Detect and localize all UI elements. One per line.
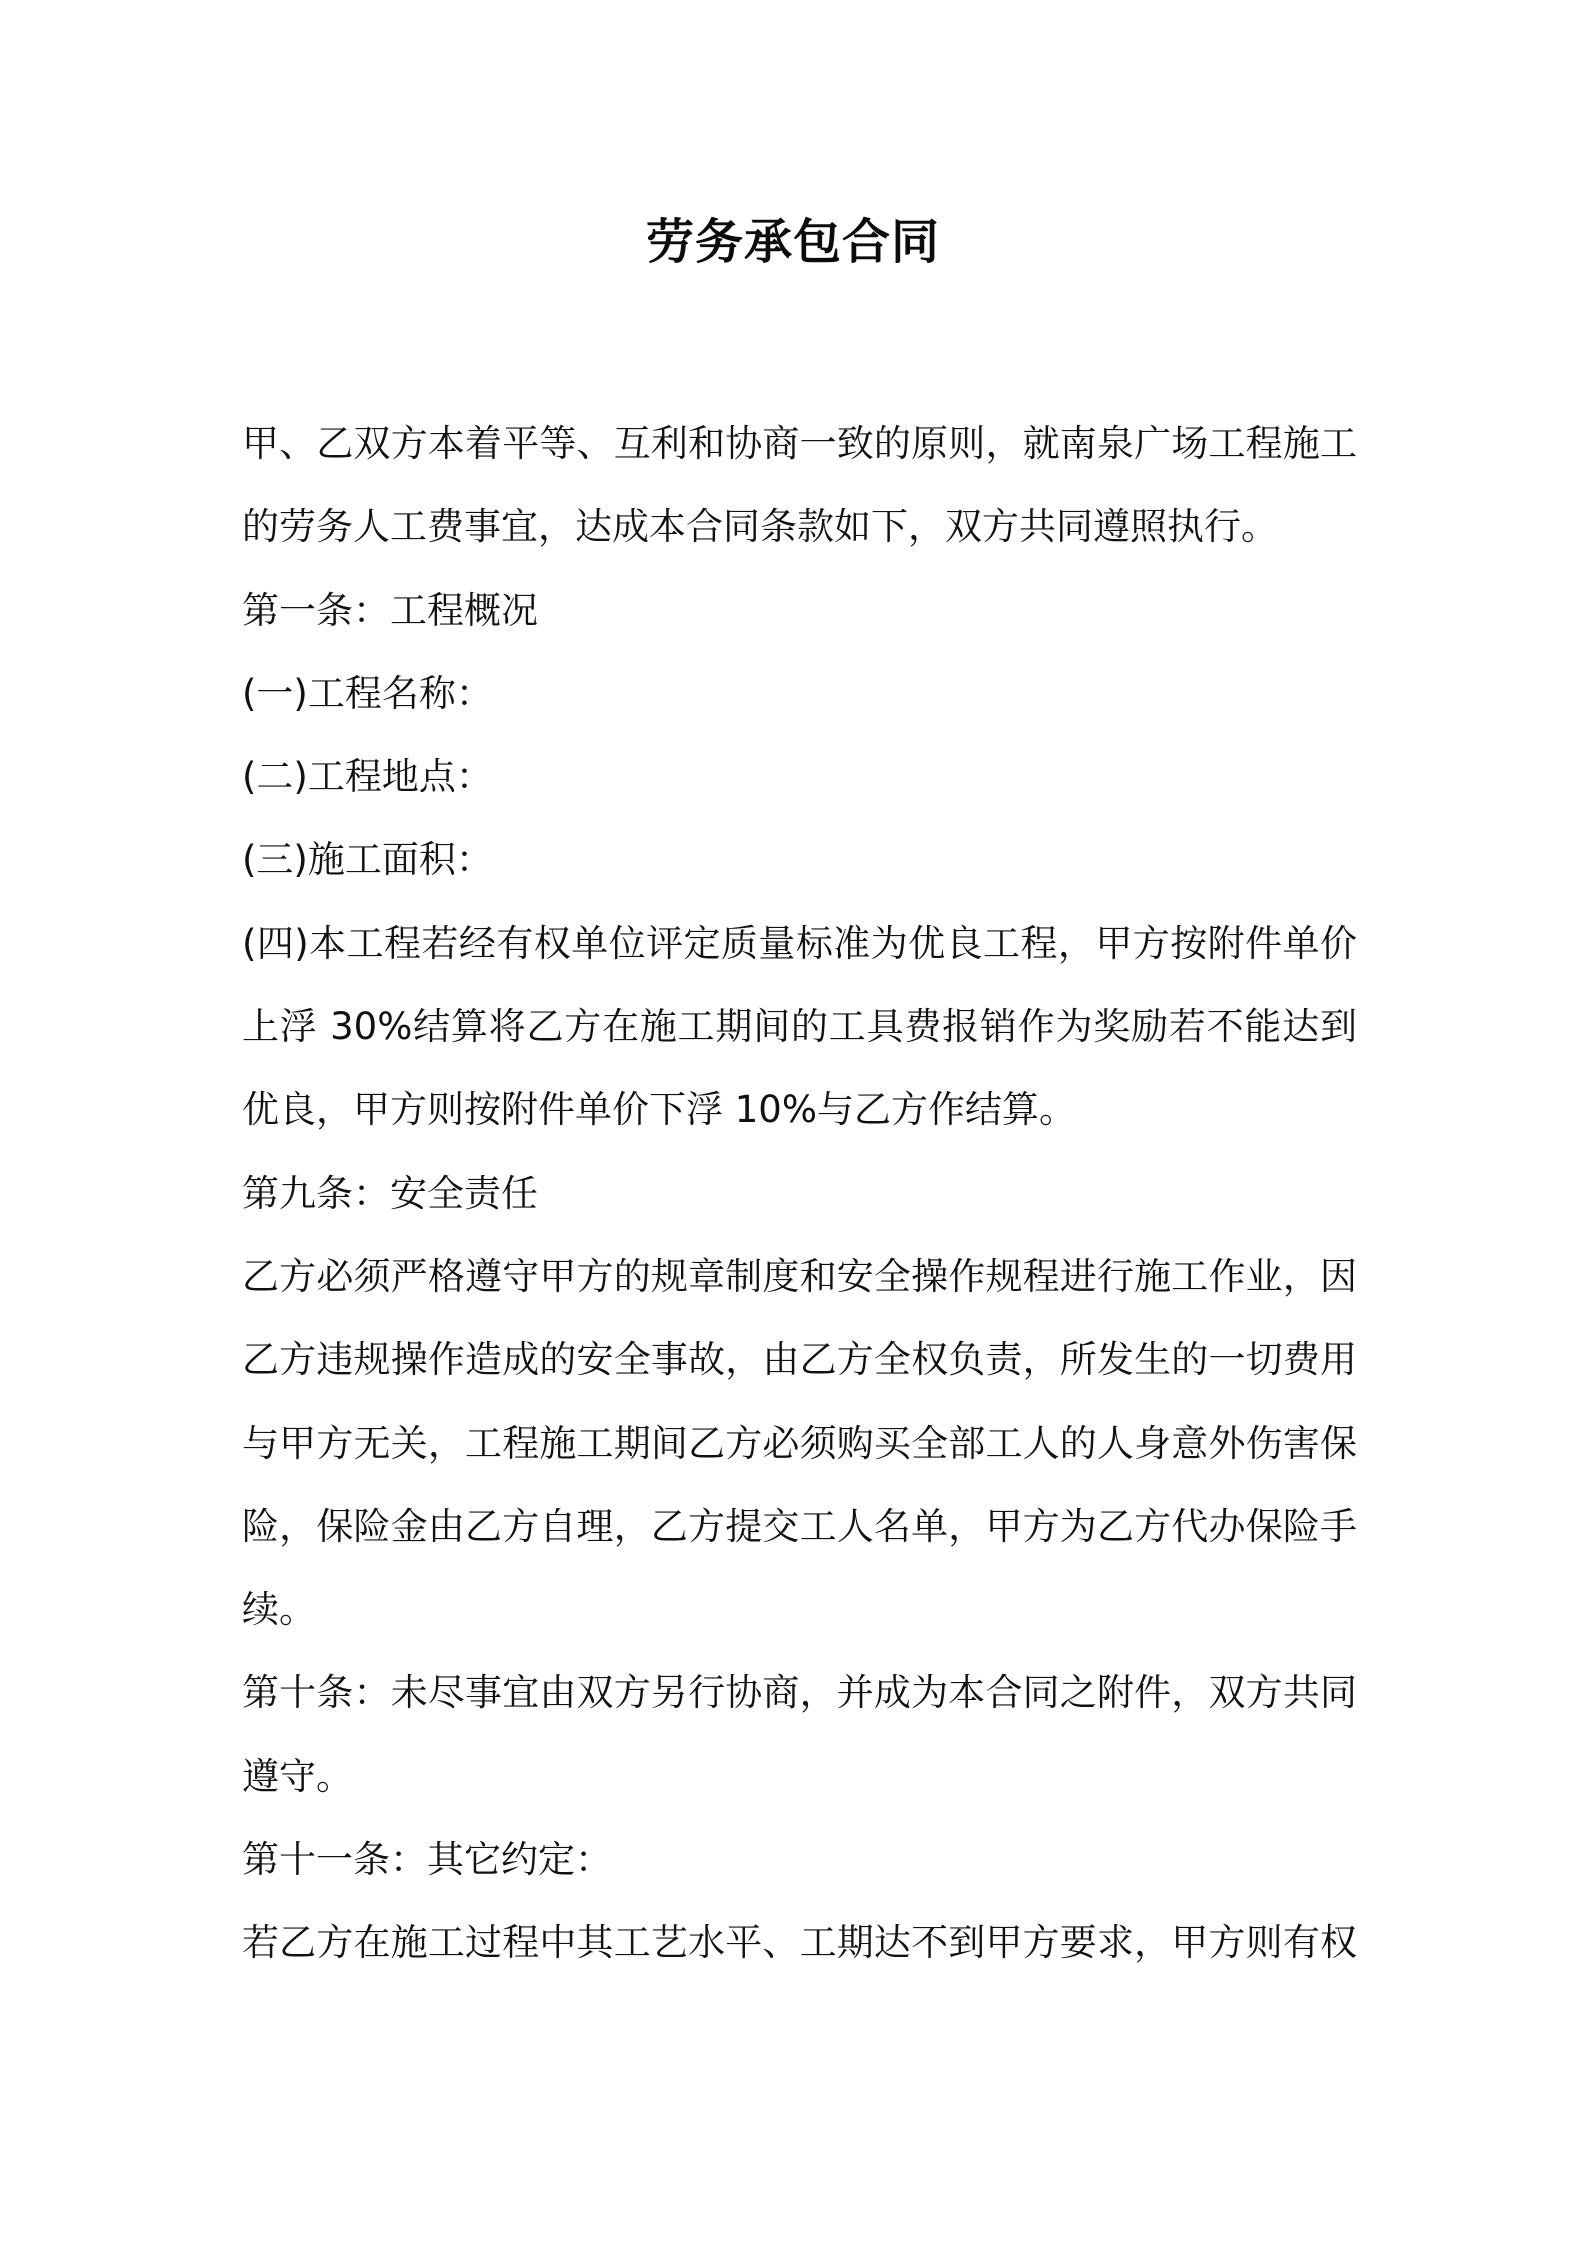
safety-clause-line-2: 乙方违规操作造成的安全事故，由乙方全权负责，所发生的一切费用 xyxy=(242,1338,1357,1382)
intro-line-2: 的劳务人工费事宜，达成本合同条款如下，双方共同遵照执行。 xyxy=(242,505,1278,549)
article-11-heading: 第十一条：其它约定： xyxy=(242,1838,612,1882)
article-10-line-2: 遵守。 xyxy=(242,1754,353,1798)
article-10-line-1: 第十条：未尽事宜由双方另行协商，并成为本合同之附件，双方共同 xyxy=(242,1671,1357,1715)
project-name-item: (一)工程名称： xyxy=(242,671,493,715)
safety-clause-line-3: 与甲方无关，工程施工期间乙方必须购买全部工人的人身意外伤害保 xyxy=(242,1421,1357,1465)
article-11-line-1: 若乙方在施工过程中其工艺水平、工期达不到甲方要求，甲方则有权 xyxy=(242,1921,1357,1965)
article-1-heading: 第一条：工程概况 xyxy=(242,588,538,632)
safety-clause-line-5: 续。 xyxy=(242,1588,316,1632)
document-body xyxy=(242,402,1357,1985)
article-9-heading: 第九条：安全责任 xyxy=(242,1171,538,1215)
quality-clause-line-2: 上浮 30%结算将乙方在施工期间的工具费报销作为奖励若不能达到 xyxy=(242,1005,1357,1049)
quality-clause-line-1: (四)本工程若经有权单位评定质量标准为优良工程，甲方按附件单价 xyxy=(242,921,1357,965)
safety-clause-line-1: 乙方必须严格遵守甲方的规章制度和安全操作规程进行施工作业，因 xyxy=(242,1254,1357,1298)
project-location-item: (二)工程地点： xyxy=(242,755,493,799)
construction-area-item: (三)施工面积： xyxy=(242,838,493,882)
safety-clause-line-4: 险，保险金由乙方自理，乙方提交工人名单，甲方为乙方代办保险手 xyxy=(242,1504,1357,1548)
intro-line-1: 甲、乙双方本着平等、互利和协商一致的原则，就南泉广场工程施工 xyxy=(242,422,1357,465)
document-title: 劳务承包合同 xyxy=(645,214,940,270)
quality-clause-line-3: 优良，甲方则按附件单价下浮 10%与乙方作结算。 xyxy=(242,1088,1076,1132)
